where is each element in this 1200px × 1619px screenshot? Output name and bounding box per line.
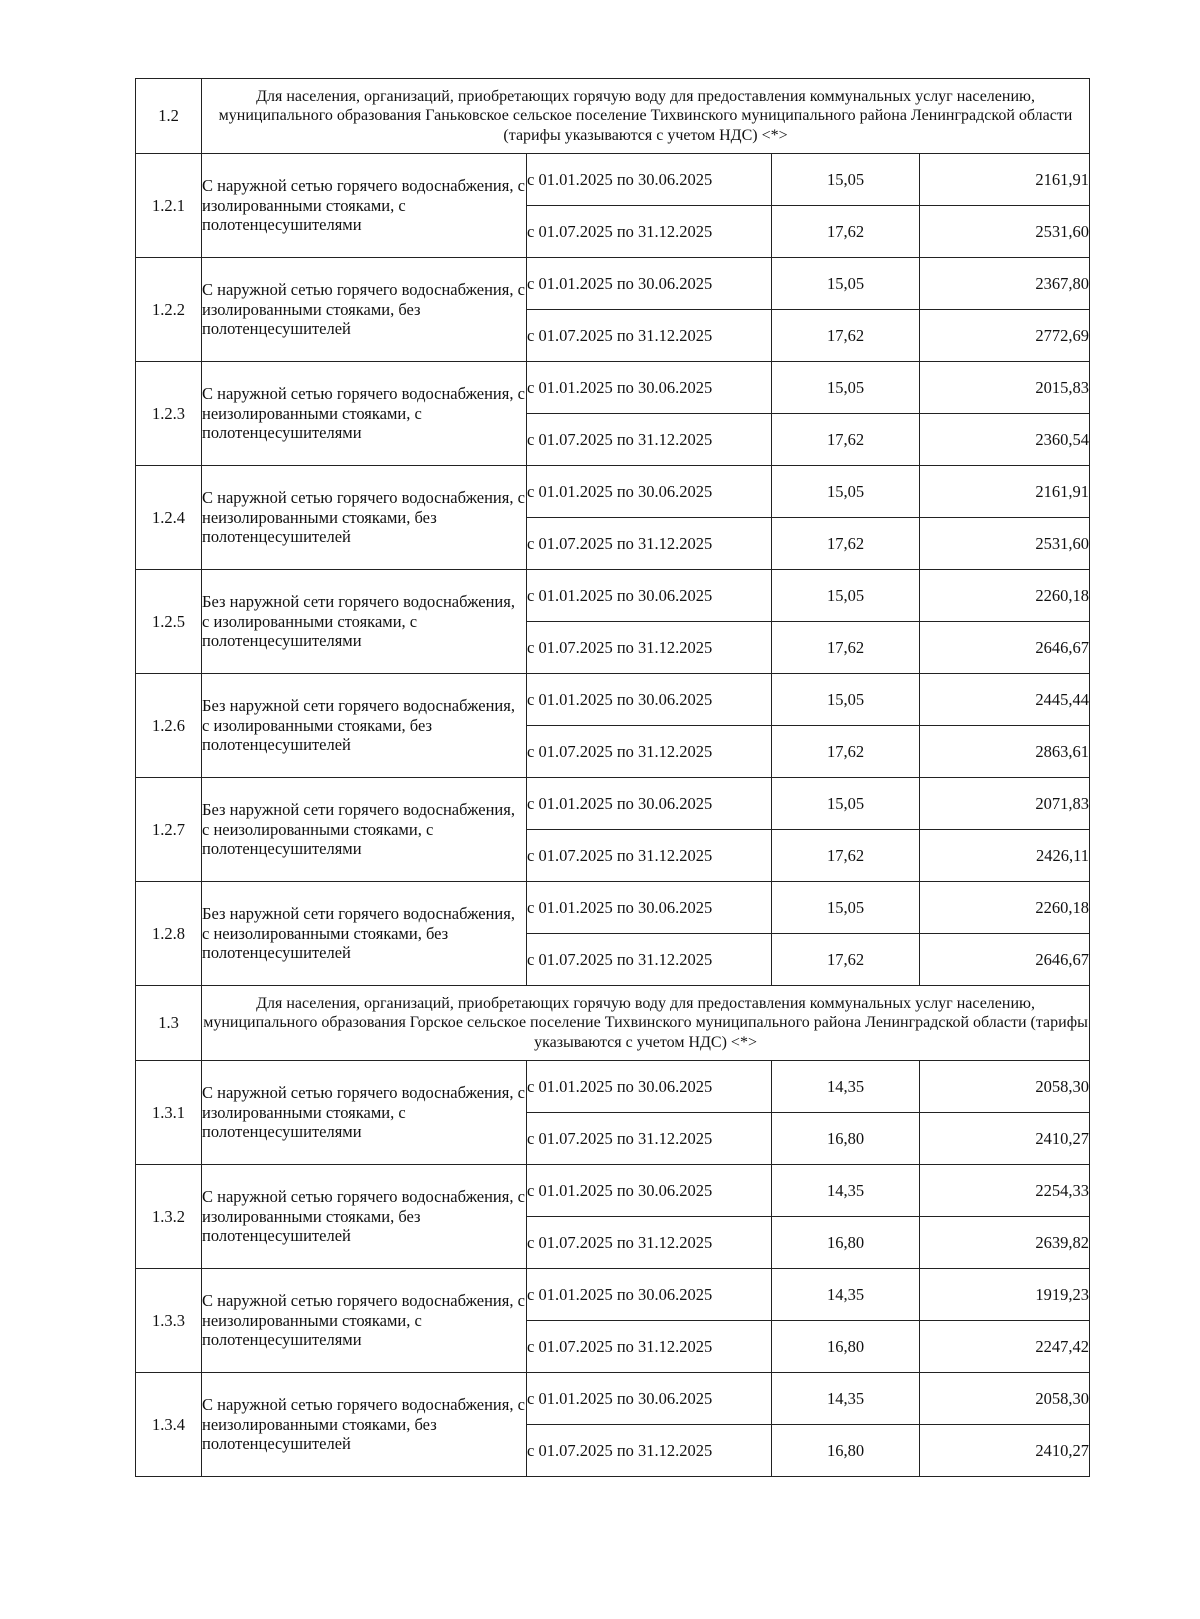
tariff-value-secondary: 2646,67 — [920, 934, 1090, 986]
tariff-value-secondary: 2531,60 — [920, 518, 1090, 570]
tariff-value-secondary: 2254,33 — [920, 1165, 1090, 1217]
item-number: 1.3.2 — [136, 1165, 202, 1269]
item-number: 1.2.7 — [136, 778, 202, 882]
item-description: С наружной сетью горячего водоснабжения, с неизолированными стояками, с полотенцесушителями — [202, 1269, 527, 1373]
section-number: 1.2 — [136, 79, 202, 154]
tariff-period: с 01.01.2025 по 30.06.2025 — [527, 1061, 772, 1113]
item-number: 1.2.5 — [136, 570, 202, 674]
tariff-value-primary: 16,80 — [772, 1217, 920, 1269]
tariff-value-primary: 14,35 — [772, 1373, 920, 1425]
tariff-value-secondary: 2445,44 — [920, 674, 1090, 726]
tariff-value-secondary: 2161,91 — [920, 466, 1090, 518]
tariff-value-secondary: 2410,27 — [920, 1425, 1090, 1477]
tariff-value-primary: 15,05 — [772, 778, 920, 830]
tariff-value-primary: 15,05 — [772, 258, 920, 310]
tariff-value-secondary: 2015,83 — [920, 362, 1090, 414]
tariff-period: с 01.07.2025 по 31.12.2025 — [527, 310, 772, 362]
tariff-period: с 01.01.2025 по 30.06.2025 — [527, 258, 772, 310]
tariff-value-primary: 14,35 — [772, 1165, 920, 1217]
tariff-period: с 01.01.2025 по 30.06.2025 — [527, 1269, 772, 1321]
tariff-period: с 01.01.2025 по 30.06.2025 — [527, 1165, 772, 1217]
tariff-value-secondary: 1919,23 — [920, 1269, 1090, 1321]
tariff-value-secondary: 2367,80 — [920, 258, 1090, 310]
table-row — [136, 674, 1090, 726]
tariff-period: с 01.07.2025 по 31.12.2025 — [527, 414, 772, 466]
table-row — [136, 1269, 1090, 1321]
tariff-value-secondary: 2071,83 — [920, 778, 1090, 830]
table-row — [136, 1373, 1090, 1425]
item-description: С наружной сетью горячего водоснабжения, с изолированными стояками, без полотенцесушителей — [202, 258, 527, 362]
item-number: 1.2.8 — [136, 882, 202, 986]
table-row — [136, 778, 1090, 830]
tariff-period: с 01.07.2025 по 31.12.2025 — [527, 830, 772, 882]
item-description: С наружной сетью горячего водоснабжения, с неизолированными стояками, без полотенцесушителей — [202, 466, 527, 570]
item-number: 1.2.2 — [136, 258, 202, 362]
section-title: Для населения, организаций, приобретающих горячую воду для предоставления коммунальных услуг населению, муниципального образования Ганьковское сельское поселение Тихвинского муниципального района Ленинградской области (тарифы указываются с учетом НДС) <*> — [202, 79, 1090, 154]
item-description: С наружной сетью горячего водоснабжения, с неизолированными стояками, с полотенцесушителями — [202, 362, 527, 466]
section-header-row — [136, 986, 1090, 1061]
table-row — [136, 154, 1090, 206]
tariff-value-secondary: 2161,91 — [920, 154, 1090, 206]
table-row — [136, 258, 1090, 310]
table-row — [136, 570, 1090, 622]
item-number: 1.3.3 — [136, 1269, 202, 1373]
tariff-value-secondary: 2772,69 — [920, 310, 1090, 362]
item-description: С наружной сетью горячего водоснабжения, с неизолированными стояками, без полотенцесушителей — [202, 1373, 527, 1477]
tariff-period: с 01.01.2025 по 30.06.2025 — [527, 1373, 772, 1425]
tariff-period: с 01.01.2025 по 30.06.2025 — [527, 778, 772, 830]
tariff-period: с 01.07.2025 по 31.12.2025 — [527, 206, 772, 258]
item-description: Без наружной сети горячего водоснабжения, с неизолированными стояками, без полотенцесушителей — [202, 882, 527, 986]
tariff-value-secondary: 2863,61 — [920, 726, 1090, 778]
tariff-value-secondary: 2360,54 — [920, 414, 1090, 466]
item-description: Без наружной сети горячего водоснабжения, с неизолированными стояками, с полотенцесушителями — [202, 778, 527, 882]
tariff-period: с 01.07.2025 по 31.12.2025 — [527, 622, 772, 674]
tariff-value-primary: 15,05 — [772, 882, 920, 934]
item-number: 1.2.3 — [136, 362, 202, 466]
tariff-value-primary: 17,62 — [772, 622, 920, 674]
tariff-period: с 01.01.2025 по 30.06.2025 — [527, 570, 772, 622]
tariff-period: с 01.01.2025 по 30.06.2025 — [527, 154, 772, 206]
tariff-value-primary: 15,05 — [772, 674, 920, 726]
item-number: 1.3.4 — [136, 1373, 202, 1477]
tariff-value-secondary: 2410,27 — [920, 1113, 1090, 1165]
table-row — [136, 1165, 1090, 1217]
section-title: Для населения, организаций, приобретающих горячую воду для предоставления коммунальных услуг населению, муниципального образования Горское сельское поселение Тихвинского муниципального района Ленинградской области (тарифы указываются с учетом НДС) <*> — [202, 986, 1090, 1061]
tariff-value-primary: 16,80 — [772, 1425, 920, 1477]
tariff-period: с 01.01.2025 по 30.06.2025 — [527, 674, 772, 726]
tariff-value-secondary: 2058,30 — [920, 1373, 1090, 1425]
tariff-period: с 01.01.2025 по 30.06.2025 — [527, 882, 772, 934]
tariff-value-primary: 17,62 — [772, 830, 920, 882]
tariff-period: с 01.01.2025 по 30.06.2025 — [527, 466, 772, 518]
tariff-value-secondary: 2646,67 — [920, 622, 1090, 674]
tariff-period: с 01.07.2025 по 31.12.2025 — [527, 934, 772, 986]
item-number: 1.2.4 — [136, 466, 202, 570]
tariff-value-primary: 17,62 — [772, 414, 920, 466]
tariff-value-primary: 15,05 — [772, 154, 920, 206]
tariff-period: с 01.07.2025 по 31.12.2025 — [527, 1113, 772, 1165]
tariff-period: с 01.07.2025 по 31.12.2025 — [527, 1217, 772, 1269]
tariff-value-primary: 16,80 — [772, 1321, 920, 1373]
item-description: С наружной сетью горячего водоснабжения, с изолированными стояками, с полотенцесушителями — [202, 154, 527, 258]
item-description: Без наружной сети горячего водоснабжения, с изолированными стояками, без полотенцесушителей — [202, 674, 527, 778]
tariff-value-secondary: 2260,18 — [920, 570, 1090, 622]
tariff-value-primary: 14,35 — [772, 1269, 920, 1321]
tariff-value-primary: 17,62 — [772, 310, 920, 362]
section-number: 1.3 — [136, 986, 202, 1061]
tariff-period: с 01.07.2025 по 31.12.2025 — [527, 726, 772, 778]
table-row — [136, 1061, 1090, 1113]
item-description: С наружной сетью горячего водоснабжения, с изолированными стояками, без полотенцесушителей — [202, 1165, 527, 1269]
tariff-value-secondary: 2639,82 — [920, 1217, 1090, 1269]
tariff-value-primary: 15,05 — [772, 362, 920, 414]
item-description: С наружной сетью горячего водоснабжения, с изолированными стояками, с полотенцесушителями — [202, 1061, 527, 1165]
tariff-period: с 01.07.2025 по 31.12.2025 — [527, 1321, 772, 1373]
table-row — [136, 466, 1090, 518]
item-number: 1.2.1 — [136, 154, 202, 258]
section-header-row — [136, 79, 1090, 154]
tariff-period: с 01.01.2025 по 30.06.2025 — [527, 362, 772, 414]
tariff-value-primary: 17,62 — [772, 726, 920, 778]
tariff-value-primary: 17,62 — [772, 206, 920, 258]
tariff-value-primary: 14,35 — [772, 1061, 920, 1113]
table-row — [136, 882, 1090, 934]
tariff-value-secondary: 2260,18 — [920, 882, 1090, 934]
tariff-value-secondary: 2058,30 — [920, 1061, 1090, 1113]
tariff-value-secondary: 2531,60 — [920, 206, 1090, 258]
item-number: 1.2.6 — [136, 674, 202, 778]
table-row — [136, 362, 1090, 414]
tariff-period: с 01.07.2025 по 31.12.2025 — [527, 518, 772, 570]
tariff-table — [135, 78, 1090, 1477]
item-number: 1.3.1 — [136, 1061, 202, 1165]
tariff-value-primary: 16,80 — [772, 1113, 920, 1165]
tariff-value-primary: 15,05 — [772, 570, 920, 622]
tariff-value-primary: 15,05 — [772, 466, 920, 518]
tariff-period: с 01.07.2025 по 31.12.2025 — [527, 1425, 772, 1477]
tariff-table-body — [136, 79, 1090, 1477]
tariff-value-secondary: 2426,11 — [920, 830, 1090, 882]
tariff-value-secondary: 2247,42 — [920, 1321, 1090, 1373]
item-description: Без наружной сети горячего водоснабжения, с изолированными стояками, с полотенцесушителями — [202, 570, 527, 674]
tariff-value-primary: 17,62 — [772, 934, 920, 986]
tariff-value-primary: 17,62 — [772, 518, 920, 570]
